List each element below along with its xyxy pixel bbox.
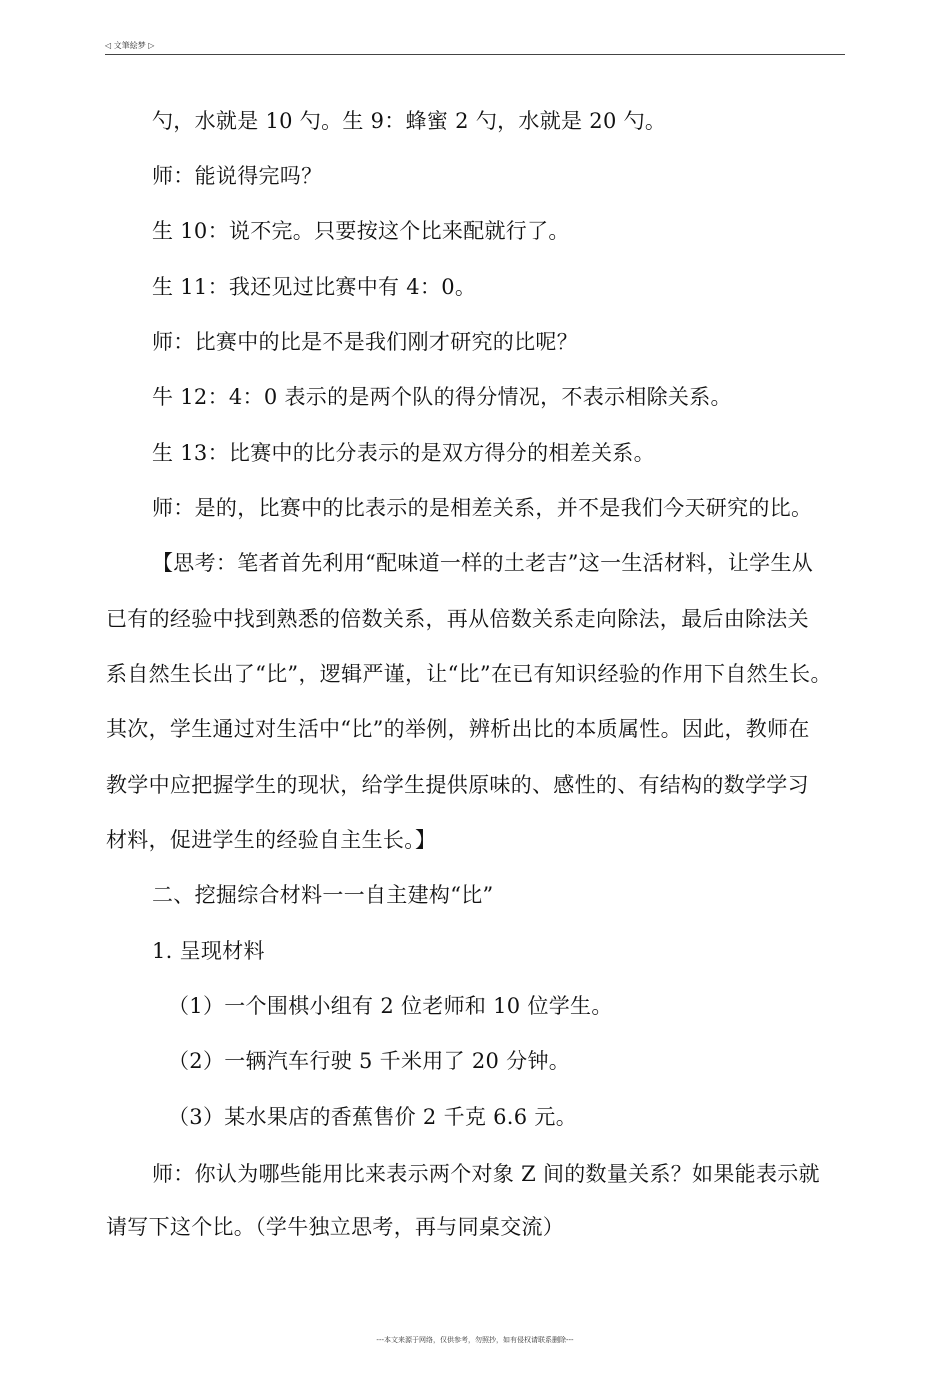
list-item: （2）一辆汽车行驶 5 千米用了 20 分钟。	[168, 1049, 571, 1073]
list-item: （3）某水果店的香蕉售价 2 千克 6.6 元。	[168, 1105, 578, 1129]
text-line: 生 10：说不完。只要按这个比来配就行了。	[152, 219, 570, 243]
text-line: 勺，水就是 10 勺。生 9：蜂蜜 2 勺，水就是 20 勺。	[152, 109, 667, 133]
text-line: 【思考：笔者首先利用“配味道一样的土老吉”这一生活材料，让学生从	[152, 551, 814, 575]
text-line: 请写下这个比。（学牛独立思考，再与同桌交流）	[106, 1215, 565, 1239]
text-line: 生 13：比赛中的比分表示的是双方得分的相差关系。	[152, 441, 655, 465]
text-line: 生 11：我还见过比赛中有 4：0。	[152, 275, 477, 299]
header-logo-text: ◁ 文筆絵梦 ▷	[105, 41, 155, 50]
text-line: 师：是的，比赛中的比表示的是相差关系，并不是我们今天研究的比。	[152, 496, 813, 520]
page-header	[105, 40, 845, 55]
text-line: 师：你认为哪些能用比来表示两个对象 Z 间的数量关系？如果能表示就	[152, 1162, 820, 1186]
section-heading: 二、挖掘综合材料一一自主建构“比”	[152, 883, 494, 907]
text-line: 已有的经验中找到熟悉的倍数关系，再从倍数关系走向除法，最后由除法关	[106, 607, 809, 631]
text-line: 师：比赛中的比是不是我们刚才研究的比呢？	[152, 330, 578, 354]
list-item: （1）一个围棋小组有 2 位老师和 10 位学生。	[168, 994, 613, 1018]
text-line: 材料，促进学生的经验自主生长。】	[106, 828, 437, 852]
text-line: 其次，学生通过对生活中“比”的举例，辨析出比的本质属性。因此，教师在	[106, 717, 810, 741]
text-line: 教学中应把握学生的现状，给学生提供原味的、感性的、有结构的数学学习	[106, 773, 809, 797]
text-line: 牛 12：4：0 表示的是两个队的得分情况，不表示相除关系。	[152, 385, 732, 409]
page-footer: ---本文来源于网络，仅供参考，勿照抄，如有侵权请联系删除---	[376, 1336, 574, 1344]
subsection-heading: 1. 呈现材料	[152, 939, 265, 963]
text-line: 师：能说得完吗？	[152, 164, 323, 188]
text-line: 系自然生长出了“比”，逻辑严谨，让“比”在已有知识经验的作用下自然生长。	[106, 662, 832, 686]
